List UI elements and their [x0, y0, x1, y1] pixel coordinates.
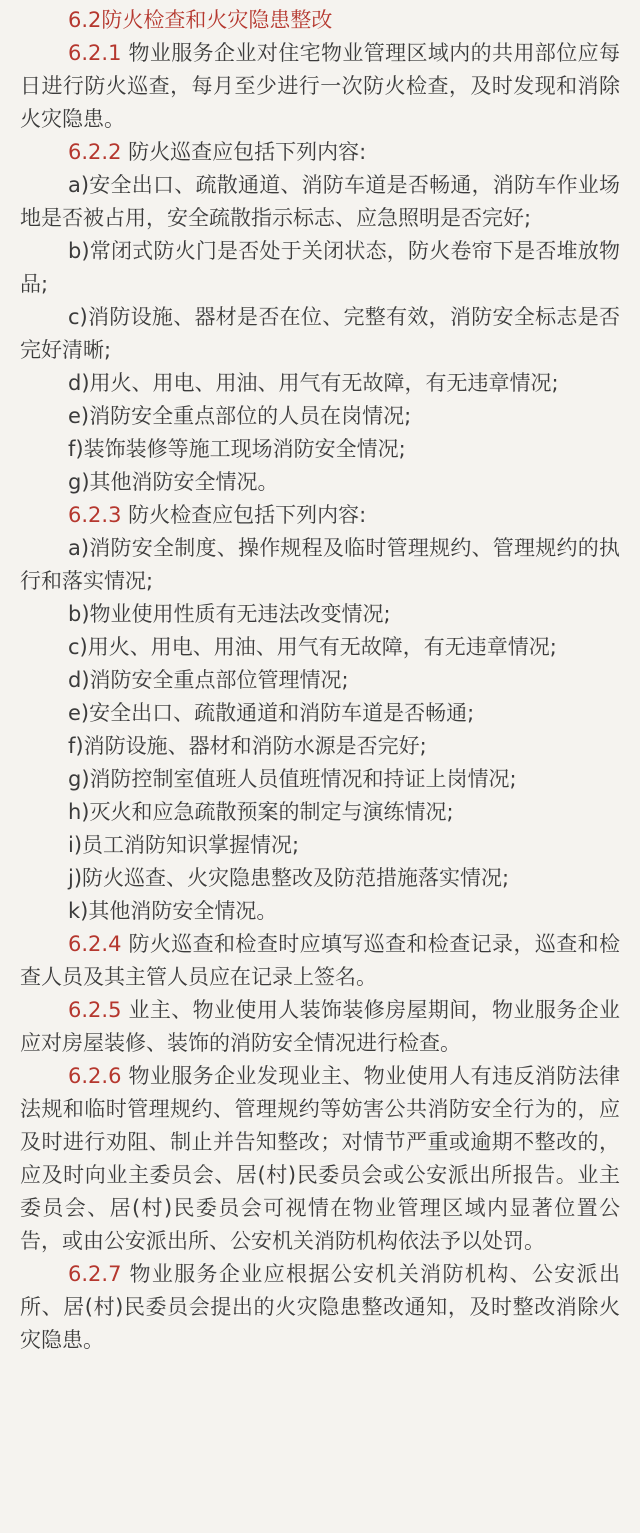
list-item — [20, 664, 620, 697]
clause-text: d)消防安全重点部位管理情况; — [68, 668, 349, 692]
clause-text: e)安全出口、疏散通道和消防车道是否畅通; — [68, 701, 475, 725]
clause-text: 防火巡查和检查时应填写巡查和检查记录，巡查和检查人员及其主管人员应在记录上签名。 — [20, 932, 620, 989]
clause-text: h)灭火和应急疏散预案的制定与演练情况; — [68, 800, 454, 824]
list-item — [20, 598, 620, 631]
list-item — [20, 466, 620, 499]
clause-text: 防火检查应包括下列内容: — [121, 503, 367, 527]
clause-list — [20, 37, 620, 1357]
clause-text: i)员工消防知识掌握情况; — [68, 833, 300, 857]
clause-text: b)常闭式防火门是否处于关闭状态，防火卷帘下是否堆放物品; — [20, 239, 620, 296]
list-item — [20, 862, 620, 895]
clause-text: g)消防控制室值班人员值班情况和持证上岗情况; — [68, 767, 517, 791]
clause-number: 6.2.5 — [68, 998, 122, 1022]
section-title: 6.2防火检查和火灾隐患整改 — [68, 8, 333, 32]
list-item — [20, 400, 620, 433]
clause-text: k)其他消防安全情况。 — [68, 899, 278, 923]
list-item — [20, 235, 620, 301]
clause-paragraph — [20, 37, 620, 136]
list-item — [20, 829, 620, 862]
clause-text: 物业服务企业对住宅物业管理区域内的共用部位应每日进行防火巡查，每月至少进行一次防火检查，及时发现和消除火灾隐患。 — [20, 41, 620, 131]
clause-paragraph — [20, 499, 620, 532]
list-item — [20, 433, 620, 466]
clause-text: c)用火、用电、用油、用气有无故障，有无违章情况; — [68, 635, 557, 659]
list-item — [20, 367, 620, 400]
clause-paragraph — [20, 1060, 620, 1258]
clause-text: 防火巡查应包括下列内容: — [121, 140, 367, 164]
clause-text: f)消防设施、器材和消防水源是否完好; — [68, 734, 427, 758]
list-item — [20, 532, 620, 598]
list-item — [20, 895, 620, 928]
clause-number: 6.2.2 — [68, 140, 122, 164]
list-item — [20, 730, 620, 763]
clause-text: a)消防安全制度、操作规程及临时管理规约、管理规约的执行和落实情况; — [20, 536, 620, 593]
list-item — [20, 631, 620, 664]
clause-number: 6.2.1 — [68, 41, 122, 65]
clause-number: 6.2.6 — [68, 1064, 122, 1088]
list-item — [20, 301, 620, 367]
clause-text: g)其他消防安全情况。 — [68, 470, 279, 494]
clause-paragraph — [20, 928, 620, 994]
clause-paragraph — [20, 1258, 620, 1357]
list-item — [20, 796, 620, 829]
clause-text: b)物业使用性质有无违法改变情况; — [68, 602, 391, 626]
clause-text: 业主、物业使用人装饰装修房屋期间，物业服务企业应对房屋装修、装饰的消防安全情况进行检查。 — [20, 998, 620, 1055]
clause-text: d)用火、用电、用油、用气有无故障，有无违章情况; — [68, 371, 559, 395]
list-item — [20, 763, 620, 796]
list-item — [20, 169, 620, 235]
clause-number: 6.2.3 — [68, 503, 122, 527]
clause-number: 6.2.4 — [68, 932, 122, 956]
clause-paragraph — [20, 994, 620, 1060]
clause-text: 物业服务企业应根据公安机关消防机构、公安派出所、居(村)民委员会提出的火灾隐患整改通知，及时整改消除火灾隐患。 — [20, 1262, 620, 1352]
clause-text: f)装饰装修等施工现场消防安全情况; — [68, 437, 406, 461]
clause-text: j)防火巡查、火灾隐患整改及防范措施落实情况; — [68, 866, 510, 890]
clause-text: a)安全出口、疏散通道、消防车道是否畅通，消防车作业场地是否被占用，安全疏散指示标志、应急照明是否完好; — [20, 173, 620, 230]
list-item — [20, 697, 620, 730]
clause-text: c)消防设施、器材是否在位、完整有效，消防安全标志是否完好清晰; — [20, 305, 620, 362]
clause-paragraph — [20, 136, 620, 169]
clause-text: e)消防安全重点部位的人员在岗情况; — [68, 404, 412, 428]
clause-text: 物业服务企业发现业主、物业使用人有违反消防法律法规和临时管理规约、管理规约等妨害公共消防安全行为的，应及时进行劝阻、制止并告知整改；对情节严重或逾期不整改的，应及时向业主委员会、居(村)民委员会或公安派出所报告。业主委员会、居(村)民委员会可视情在物业管理区域内显著位置公告，或由公安派出所、公安机关消防机构依法予以处罚。 — [20, 1064, 620, 1253]
clause-number: 6.2.7 — [68, 1262, 122, 1286]
